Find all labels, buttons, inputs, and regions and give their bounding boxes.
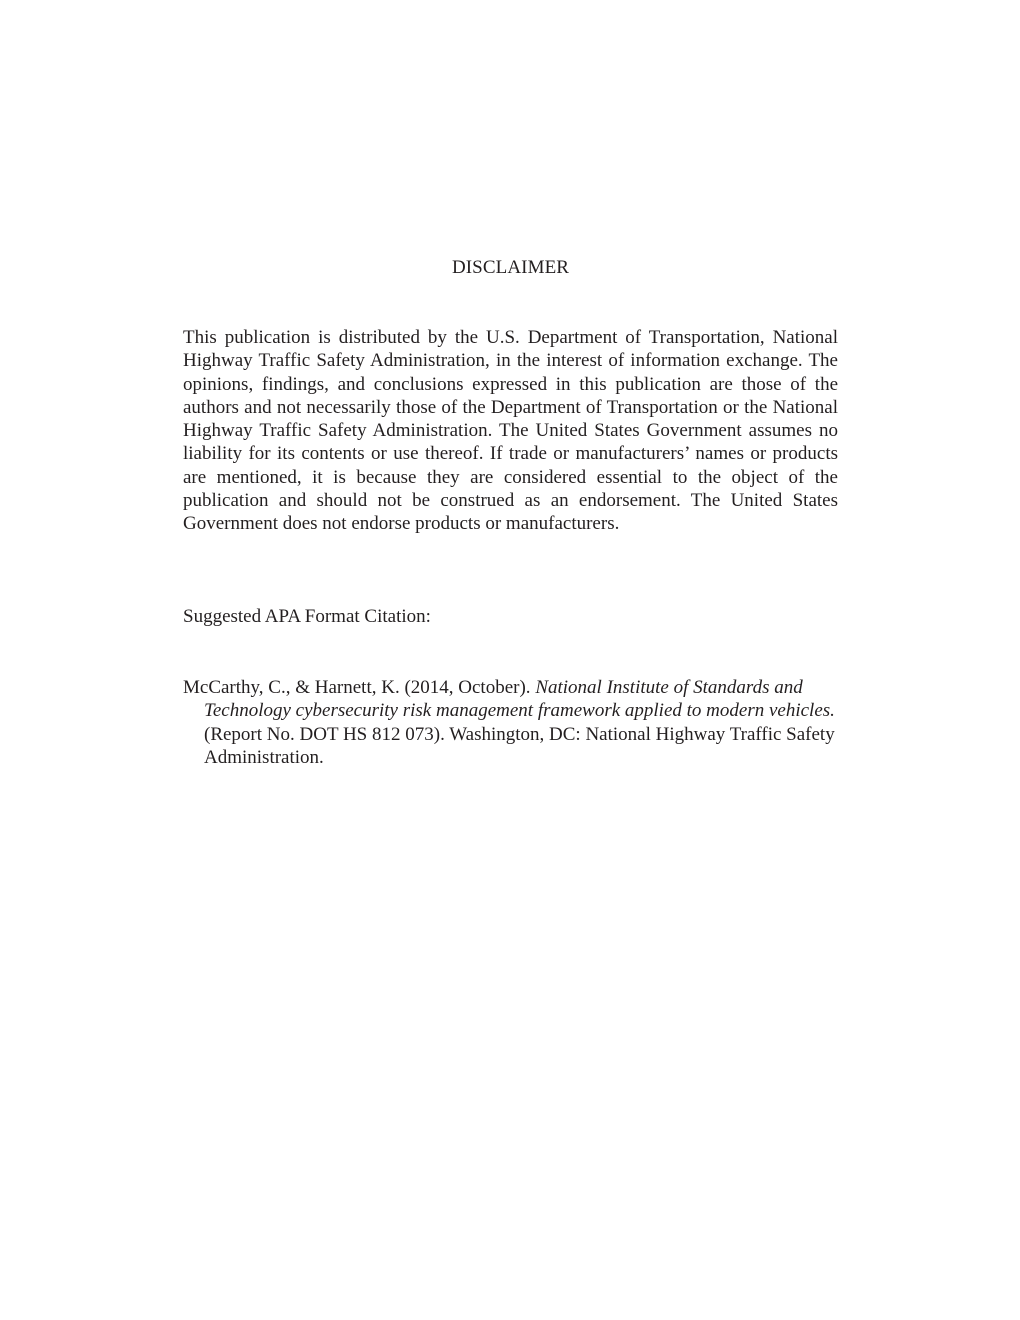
apa-citation: [183, 676, 838, 769]
citation-label: Suggested APA Format Citation:: [183, 606, 431, 627]
citation-authors-date: McCarthy, C., & Harnett, K. (2014, October).: [183, 677, 536, 698]
citation-details: (Report No. DOT HS 812 073). Washington, DC: National Highway Traffic Safety Administration.: [204, 723, 835, 768]
citation-title: National Institute of Standards and Technology cybersecurity risk management framework applied to modern vehicles.: [204, 677, 835, 722]
disclaimer-paragraph: This publication is distributed by the U.S. Department of Transportation, National Highway Traffic Safety Administration, in the interest of information exchange. The opinions, findings, and conclusions expressed in this publication are those of the authors and not necessarily those of the Department of Transportation or the National Highway Traffic Safety Administration. The United States Government assumes no liability for its contents or use thereof. If trade or manufacturers’ names or products are mentioned, it is because they are considered essential to the object of the publication and should not be construed as an endorsement. The United States Government does not endorse products or manufacturers.: [183, 327, 838, 535]
page-title: DISCLAIMER: [451, 257, 570, 278]
